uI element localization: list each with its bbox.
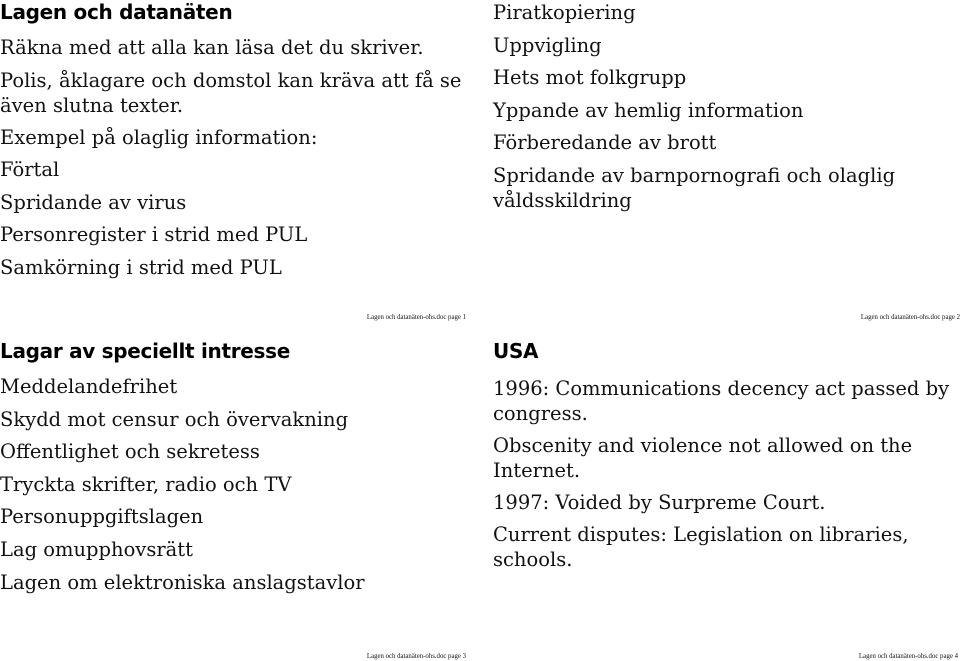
slide-item: 1997: Voided by Surpreme Court. xyxy=(493,491,826,514)
slide-item: Meddelandefrihet xyxy=(0,375,178,398)
slide-item: Uppvigling xyxy=(493,33,602,57)
slide-item: Current disputes: Legislation on libraries, schools. xyxy=(493,523,909,571)
slide-item: Lagen om elektroniska anslagstavlor xyxy=(0,570,365,594)
slide-title: Lagen och datanäten xyxy=(0,0,233,24)
page-footer: Lagen och datanäten-ohs.doc page 2 xyxy=(860,314,960,321)
slide-title: Lagar av speciellt intresse xyxy=(0,339,291,363)
slide-item: Lag omupphovsrätt xyxy=(0,537,193,561)
slide-item: 1996: Communications decency act passed by congress. xyxy=(493,377,950,425)
slide-item: Piratkopiering xyxy=(493,1,636,24)
slide-page-2 xyxy=(493,0,960,322)
slide-item: Samkörning i strid med PUL xyxy=(0,255,282,279)
slide-item: Hets mot folkgrupp xyxy=(493,66,687,90)
slide-item: Exempel på olaglig information: xyxy=(0,125,318,149)
slide-title: USA xyxy=(493,339,539,363)
slide-item: Offentlighet och sekretess xyxy=(0,440,260,464)
slide-item: Spridande av virus xyxy=(0,190,187,214)
slide-page-3 xyxy=(0,339,472,661)
slide-page-1 xyxy=(0,0,472,322)
slide-item: Skydd mot censur och övervakning xyxy=(0,407,349,431)
slide-page-4 xyxy=(493,339,960,661)
page-footer: Lagen och datanäten-ohs.doc page 3 xyxy=(366,653,466,660)
slide-item: Polis, åklagare och domstol kan kräva att få se även slutna texter. xyxy=(0,68,462,117)
slide-item: Förtal xyxy=(0,158,60,182)
slide-item: Tryckta skrifter, radio och TV xyxy=(0,472,292,496)
slide-item-list xyxy=(0,374,470,602)
slide-item: Personregister i strid med PUL xyxy=(0,223,308,247)
page-footer: Lagen och datanäten-ohs.doc page 4 xyxy=(858,653,958,660)
slide-item-list xyxy=(493,376,960,579)
slide-item: Obscenity and violence not allowed on the Internet. xyxy=(493,434,913,482)
slide-item: Yppande av hemlig information xyxy=(493,98,804,122)
page-footer: Lagen och datanäten-ohs.doc page 1 xyxy=(366,314,466,321)
slide-item: Förberedande av brott xyxy=(493,131,717,155)
slide-item: Personuppgiftslagen xyxy=(0,505,204,529)
slide-item: Spridande av barnpornografi och olaglig våldsskildring xyxy=(493,163,896,212)
slide-item: Räkna med att alla kan läsa det du skriver. xyxy=(0,36,424,59)
slide-item-list xyxy=(0,35,470,288)
slide-item-list xyxy=(493,0,953,221)
